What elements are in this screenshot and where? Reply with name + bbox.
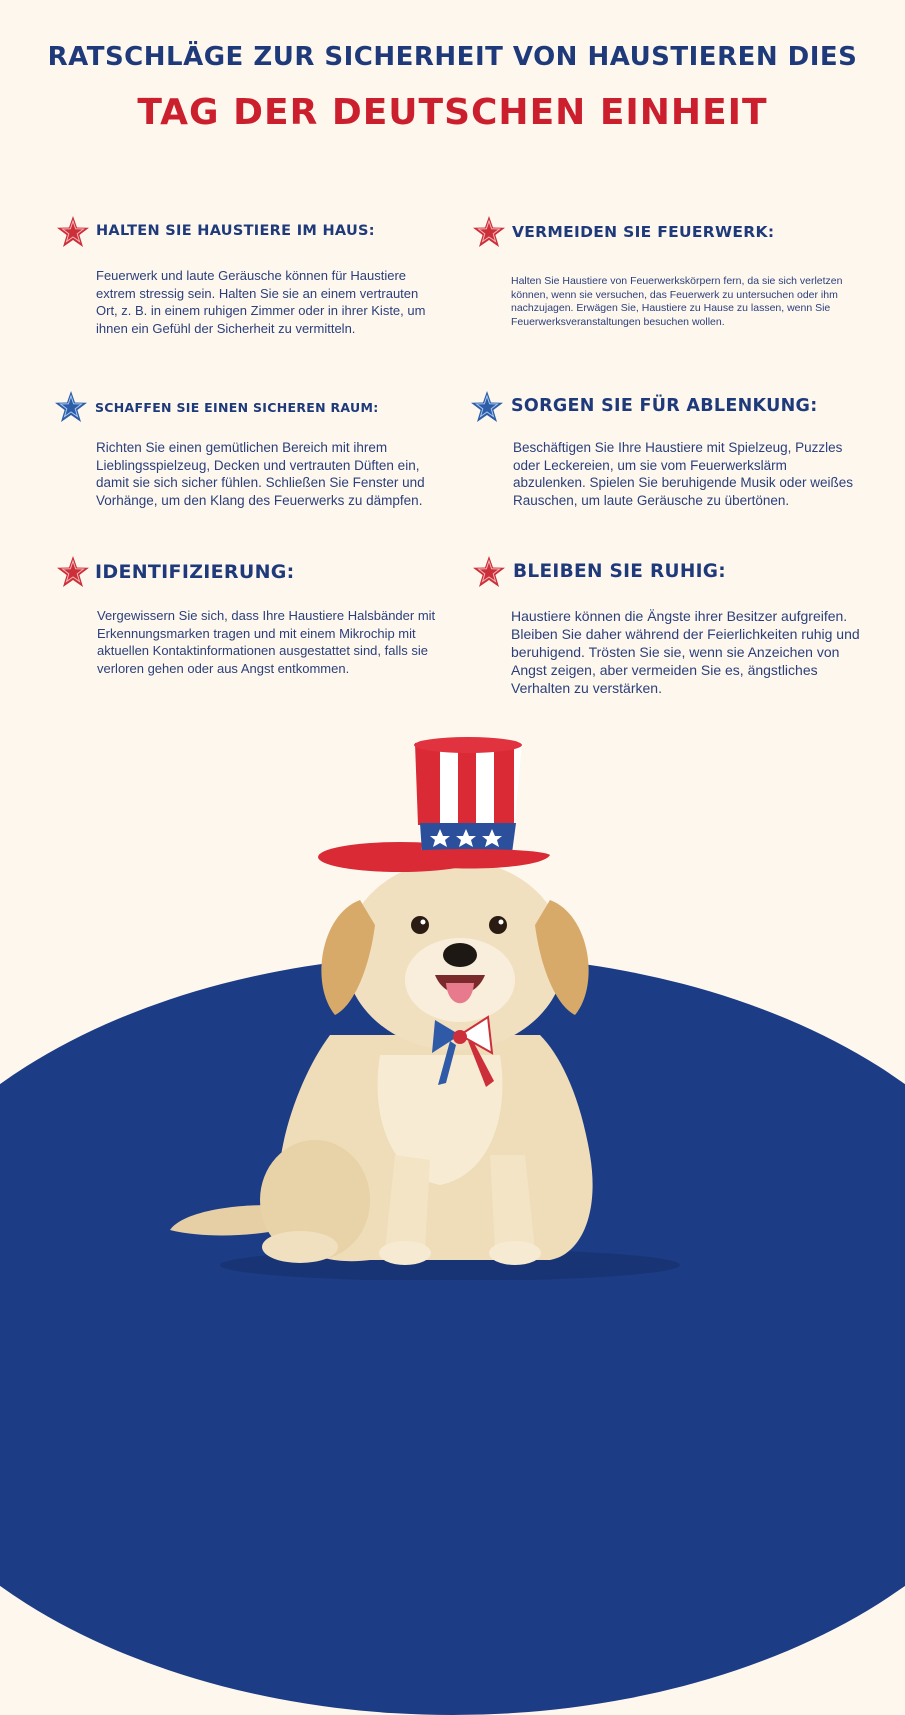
red-star-icon (56, 215, 90, 249)
heading-ablenkung: SORGEN SIE FÜR ABLENKUNG: (511, 396, 818, 416)
heading-feuerwerk: VERMEIDEN SIE FEUERWERK: (512, 223, 775, 241)
body-ruhig: Haustiere können die Ängste ihrer Besitzer aufgreifen. Bleiben Sie daher während der Feierlichkeiten ruhig und beruhigend. Trösten Sie sie, wenn sie Anzeichen von Angst zeigen, aber vermeiden Sie es, ängstliches Verhalten zu verstärken. (511, 608, 860, 696)
blue-star-icon (54, 390, 88, 424)
heading-identifizierung: IDENTIFIZIERUNG: (95, 561, 295, 583)
title-line-1: RATSCHLÄGE ZUR SICHERHEIT VON HAUSTIEREN DIES (47, 42, 858, 72)
red-star-icon (472, 555, 506, 589)
body-ablenkung: Beschäftigen Sie Ihre Haustiere mit Spielzeug, Puzzles oder Leckereien, um sie vom Feuerwerkslärm abzulenken. Spielen Sie beruhigende Musik oder weißes Rauschen, um laute Geräusche zu übertönen. (513, 440, 853, 508)
red-star-icon (56, 555, 90, 589)
heading-sicherer-raum: SCHAFFEN SIE EINEN SICHEREN RAUM: (95, 400, 379, 415)
body-feuerwerk: Halten Sie Haustiere von Feuerwerkskörpern fern, da sie sich verletzen können, wenn sie versuchen, das Feuerwerk zu untersuchen oder ihm nachzujagen. Erwägen Sie, Haustiere zu Hause zu lassen, wenn Sie Feuerwerksveranstaltungen besuchen wollen. (511, 275, 843, 328)
blue-star-icon (470, 390, 504, 424)
red-star-icon (472, 215, 506, 249)
body-sicherer-raum: Richten Sie einen gemütlichen Bereich mit ihrem Lieblingsspielzeug, Decken und vertrauten Düften ein, damit sie sich sicher fühlen. Schließen Sie Fenster und Vorhänge, um den Klang des Feuerwerks zu dämpfen. (96, 440, 425, 508)
heading-ruhig: BLEIBEN SIE RUHIG: (513, 561, 726, 582)
title-line-2: TAG DER DEUTSCHEN EINHEIT (137, 92, 768, 133)
puppy-with-top-hat-illustration (150, 735, 710, 1280)
heading-haustiere-im-haus: HALTEN SIE HAUSTIERE IM HAUS: (96, 223, 375, 239)
body-identifizierung: Vergewissern Sie sich, dass Ihre Haustiere Halsbänder mit Erkennungsmarken tragen und mit einem Mikrochip mit aktuellen Kontaktinformationen ausgestattet sind, falls sie verloren gehen oder aus Angst entkommen. (97, 608, 436, 676)
body-haustiere-im-haus: Feuerwerk und laute Geräusche können für Haustiere extrem stressig sein. Halten Sie sie an einem vertrauten Ort, z. B. in einem ruhigen Zimmer oder in ihrer Kiste, um ihnen ein Gefühl der Sicherheit zu vermitteln. (96, 268, 426, 336)
